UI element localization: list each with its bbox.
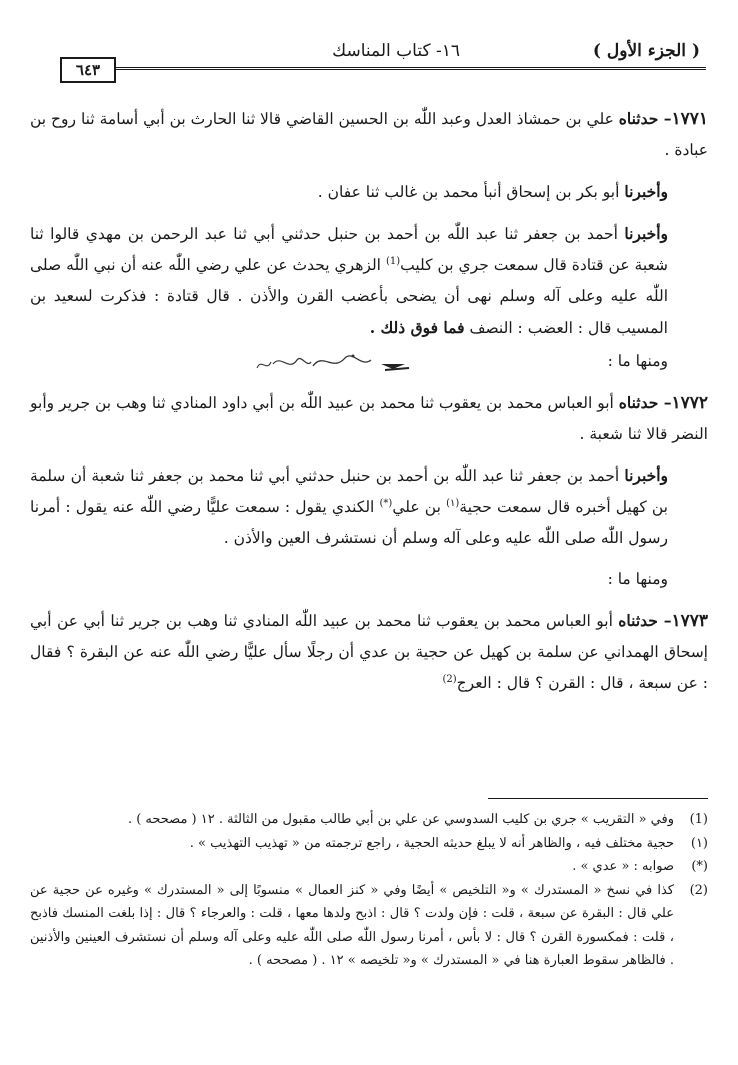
footnote-item — [30, 879, 708, 973]
paragraph-text: أبو العباس محمد بن يعقوب ثنا محمد بن عبيد اللّٰه المنادي ثنا وهب بن جرير ثنا أبي عن أبي إسحاق الهمداني عن سلمة بن كهيل عن حجية بن عدي أن رجلًا سأل عليًّا رضي اللّٰه عنه عن البقرة ؟ فقال : عن سبعة ، قال : القرن ؟ قال : العرج — [30, 612, 708, 692]
footnote-text: صوابه : « عدي » . — [572, 859, 674, 874]
chain-3 — [30, 218, 708, 344]
paragraph-text: أحمد بن جعفر ثنا عبد اللّٰه بن أحمد بن حنبل حدثني أبي ثنا محمد بن جعفر ثنا شعبة أن سلمة بن كهيل أخبره قال سمعت حجية — [30, 467, 669, 516]
keyword: وأخبرنا — [624, 466, 668, 485]
keyword: – حدثناه — [618, 109, 672, 128]
footnote-mark: (1) — [689, 812, 708, 827]
hadith-1772 — [30, 387, 708, 450]
footnote-mark: (١) — [690, 835, 708, 851]
keyword: وأخبرنا — [624, 182, 668, 201]
chapter-title: ١٦- كتاب المناسك — [332, 41, 460, 61]
bold-text: فما فوق ذلك . — [369, 318, 465, 337]
paragraph-text: بن علي — [392, 498, 447, 516]
footnote-mark: (2) — [689, 882, 708, 898]
hadith-number: ١٧٧٣ — [671, 611, 709, 631]
keyword: – حدثناه — [618, 393, 672, 412]
footnote-divider — [488, 798, 708, 799]
label-text: ومنها ما : — [607, 570, 668, 588]
footnote-item — [30, 832, 708, 856]
label-text: ومنها ما : — [607, 352, 668, 370]
label-line — [30, 564, 708, 595]
paragraph-text: أحمد بن جعفر ثنا عبد اللّٰه بن أحمد بن حنبل حدثني أبي ثنا عبد الرحمن بن مهدي قالوا ثنا شعبة عن قتادة قال سمعت جري بن كليب — [30, 225, 668, 274]
footnotes — [30, 808, 708, 973]
paragraph-text: أبو بكر بن إسحاق أنبأ محمد بن غالب ثنا عفان . — [317, 183, 625, 201]
footnote-ref: (2) — [442, 673, 457, 685]
header-rule — [112, 67, 706, 70]
footnote-ref: (١) — [446, 497, 460, 509]
hadith-number: ١٧٧١ — [671, 109, 708, 129]
hadith-number: ١٧٧٢ — [671, 393, 708, 413]
chain-6 — [30, 460, 708, 554]
footnote-item — [30, 855, 708, 879]
part-label: ( الجزء الأول ) — [592, 41, 700, 61]
footnote-item — [30, 808, 708, 832]
keyword: – حدثناه — [618, 611, 672, 630]
footnote-text: وفي « التقريب » جري بن كليب السدوسي عن علي بن أبي طالب مقبول من الثالثة . ١٢ ( مصححه ) . — [127, 812, 674, 827]
chain-2 — [30, 176, 708, 208]
footnote-text: حجية مختلف فيه ، والظاهر أنه لا يبلغ حديثه الحجية ، راجع ترجمته من « تهذيب التهذيب » . — [189, 835, 674, 851]
hadith-1773 — [30, 605, 708, 699]
page-number: ٦٤٣ — [60, 57, 116, 83]
footnote-text: كذا في نسخ « المستدرك » و« التلخيص » أيضًا وفي « كنز العمال » منسوبًا إلى « المستدرك » وغيره عن حجية عن علي قال : البقرة عن سبعة ، قلت : فإن ولدت ؟ قال : اذبح ولدها معها ، قلت : والعرجاء ؟ قال : إذا بلغت المنسك فاذبح ، قلت : فمكسورة القرن ؟ قال : لا بأس ، أمرنا رسول اللّٰه صلى اللّٰه عليه وعلى آله وسلم أن نستشرف العينين والأذنين . فالظاهر سقوط العبارة هنا في « المستدرك » و« تلخيصه » ١٢ . ( مصححه ) . — [30, 882, 674, 968]
running-head — [58, 38, 708, 64]
paragraph-text: أبو العباس محمد بن يعقوب ثنا محمد بن عبيد اللّٰه بن أبي داود المنادي ثنا وهب بن جرير وأبو النضر قالا ثنا شعبة . — [30, 394, 708, 443]
main-text — [30, 103, 708, 699]
paragraph-text: علي بن حمشاذ العدل وعبد اللّٰه بن الحسين القاضي قالا ثنا الحارث بن أبي أسامة ثنا روح بن عبادة . — [30, 110, 708, 159]
paragraph-text: الزهري يحدث عن علي رضي اللّٰه عنه أن نبي اللّٰه صلى اللّٰه عليه وعلى آله وسلم نهى أن يضحى بأعضب القرن والأذن . قال قتادة : فذكرت لسعيد بن المسيب قال : العضب : النصف — [30, 256, 668, 337]
paragraph-text: الكندي يقول : سمعت عليًّا رضي اللّٰه عنه يقول : أمرنا رسول اللّٰه صلى اللّٰه عليه وعلى آله وسلم أن نستشرف العين والأذن . — [30, 498, 668, 547]
footnote-mark: (*) — [691, 859, 708, 874]
footnote-ref: (1) — [385, 255, 401, 267]
keyword: وأخبرنا — [624, 224, 668, 243]
hadith-1771 — [30, 103, 708, 166]
handwritten-annotation — [253, 348, 473, 376]
manuscript-note-line — [30, 346, 708, 377]
footnote-ref: (*) — [379, 497, 393, 509]
